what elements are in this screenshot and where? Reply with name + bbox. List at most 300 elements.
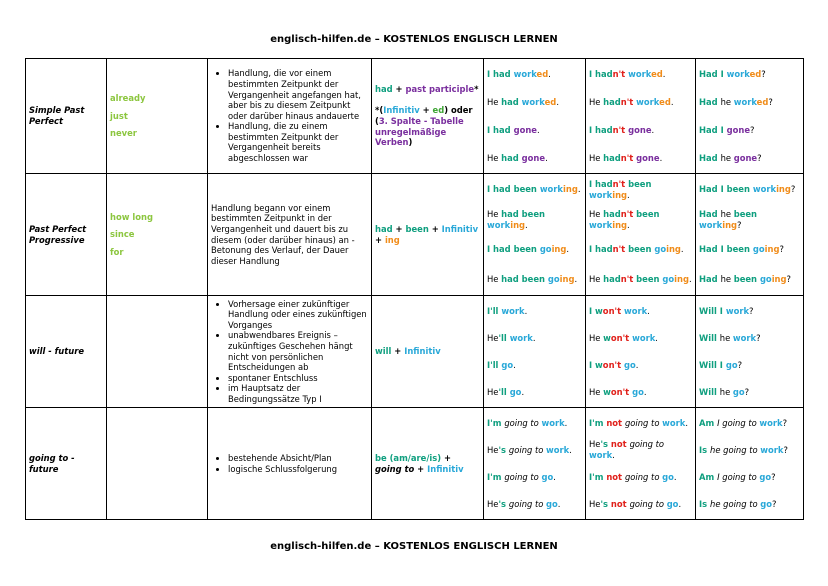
usage-item: • unabwendbares Ereignis – zukünftiges Geschehen hängt nicht von persönlichen Entscheidungen ab [228,330,368,372]
example-slot [487,235,582,265]
text-segment: . [643,386,647,397]
usage-item: • logische Schlussfolgerung [228,464,368,475]
example-slot [699,464,800,491]
text-segment: I [487,471,491,482]
formation-rule [372,296,484,408]
text-segment: I [487,124,494,135]
text-segment: going to [624,471,663,482]
example-slot [487,175,582,205]
text-segment: He [589,96,604,107]
text-segment: had [375,223,393,234]
text-segment: . [670,96,674,107]
usage-item: • spontaner Entschluss [228,373,368,384]
text-segment: had [595,124,613,135]
text-segment: been [633,274,663,285]
text-segment: . [525,219,528,230]
example-slot [487,352,582,379]
affirmative-examples [484,408,586,520]
text-segment: been [405,223,429,234]
text-segment: I [589,417,593,428]
text-segment: . [548,68,551,79]
text-segment: going to [723,498,761,509]
text-segment: Will [699,359,720,370]
signal-word: already [110,93,146,104]
example-sentence [487,209,582,230]
text-segment: w [603,332,611,343]
text-segment: ing [674,274,689,285]
text-segment: He [589,152,604,163]
example-slot [699,410,800,437]
tense-row-simple-past-perfect [26,59,804,174]
text-segment: Infinitiv [404,346,441,357]
example-slot [699,205,800,235]
usage-description [208,296,372,408]
example-sentence [699,418,787,429]
text-segment: not [606,417,625,428]
negative-examples [586,59,696,174]
question-examples [696,59,804,174]
text-segment: . [569,444,572,455]
text-segment: + [428,223,442,234]
text-segment: I [487,417,491,428]
signal-word: since [110,229,135,240]
text-segment: go [752,244,765,255]
text-segment: ? [779,244,784,255]
example-sentence [699,209,800,230]
text-segment: past participle [405,84,475,95]
formation-line [375,95,480,106]
text-segment: go [539,244,552,255]
usage-item: • bestehende Absicht/Plan [228,453,368,464]
text-segment: I [720,244,727,255]
text-segment: work [509,332,533,343]
text-segment: n't [608,359,622,370]
example-sentence [589,387,647,398]
text-segment: I [589,244,596,255]
text-segment: going to [722,417,760,428]
text-segment: ing [666,244,681,255]
text-segment: Am [699,417,718,428]
example-sentence [487,274,577,285]
text-segment: not [610,439,630,450]
text-segment: . [651,124,655,135]
text-segment: w [603,386,611,397]
text-segment: work [541,417,565,428]
text-segment: work [725,305,750,316]
example-sentence [487,184,581,195]
text-segment: 'm [592,417,607,428]
text-segment: n't [620,274,634,285]
text-segment: . [566,244,570,255]
example-sentence [589,244,684,255]
negative-examples [586,174,696,296]
text-segment: work [760,444,784,455]
text-segment: + [441,452,451,463]
text-segment: had [493,68,514,79]
example-slot [699,491,800,518]
text-segment: 'm [592,471,607,482]
text-segment: . [647,305,650,316]
text-segment: ed [536,68,549,79]
example-slot [589,410,692,437]
text-segment: He [589,332,604,343]
example-sentence [487,97,559,108]
example-sentence [589,306,650,317]
example-sentence [699,360,742,371]
text-segment: . [627,219,630,230]
text-segment: I [720,124,727,135]
example-sentence [487,445,572,456]
text-segment: ? [786,274,791,285]
text-segment: going to [504,471,542,482]
text-segment: o [610,332,617,343]
text-segment: ? [737,359,743,370]
example-sentence [589,274,692,285]
text-segment: . [536,124,540,135]
signal-word: for [110,246,124,257]
text-segment: work [589,450,613,460]
text-segment: work [501,305,525,316]
text-segment: + [392,84,406,95]
text-segment: o [602,305,609,316]
text-segment: work [759,417,783,428]
text-segment: o [610,386,617,397]
text-segment: he [719,386,733,397]
text-segment: ing [384,234,400,245]
example-sentence [699,97,773,108]
formation-line [375,346,480,357]
example-slot [699,298,800,325]
page-header-title: englisch-hilfen.de – KOSTENLOS ENGLISCH LERNEN [270,34,558,45]
text-segment: . [680,244,684,255]
example-sentence [589,153,662,164]
text-segment: . [545,152,548,163]
text-segment: ) [408,137,413,148]
text-segment: had [501,96,522,107]
example-sentence [699,499,776,510]
page-footer-title: englisch-hilfen.de – KOSTENLOS ENGLISCH LERNEN [270,541,558,552]
example-sentence [487,306,527,317]
example-slot [487,410,582,437]
example-slot [699,235,800,265]
affirmative-examples [484,174,586,296]
text-segment: . [659,152,663,163]
text-segment: work [589,189,613,200]
text-segment: going to [375,463,415,474]
example-slot [487,298,582,325]
text-segment: work [633,96,660,107]
text-segment: go [666,498,679,509]
example-slot [589,60,692,88]
text-segment: work [629,332,656,343]
text-segment: . [532,332,536,343]
text-segment: ed [432,105,445,116]
text-segment: . [662,68,666,79]
example-slot [589,116,692,144]
text-segment: 'll [490,359,502,370]
usage-item: • Vorhersage einer zukünftiger Handlung oder eines zukünftigen Vorganges [228,299,368,331]
text-segment: gone [625,124,652,135]
example-slot [487,325,582,352]
text-segment: been [726,184,753,195]
text-segment: going to [723,444,761,455]
text-segment: gone [726,124,751,135]
text-segment: He [487,96,502,107]
text-segment: go [501,359,514,370]
formation-line [375,224,480,245]
tense-name: Simple Past Perfect [26,59,107,174]
text-segment: He [589,274,604,285]
text-segment: He [589,208,604,219]
usage-item: • im Hauptsatz der Bedingungssätze Typ I [228,383,368,404]
text-segment: . [524,305,528,316]
text-segment: He [487,152,502,163]
text-segment: . [557,498,561,509]
text-segment: n't [616,386,630,397]
text-segment: ing [612,189,628,200]
text-segment: Infinitiv [427,463,464,474]
example-slot [699,144,800,172]
text-segment: been [733,274,760,285]
example-slot [589,325,692,352]
text-segment: ? [757,152,762,163]
text-segment: not [606,471,625,482]
affirmative-examples [484,296,586,408]
example-sentence [589,125,654,136]
signal-words [107,59,208,174]
text-segment: Had [699,274,721,285]
text-segment: . [574,274,578,285]
example-slot [487,88,582,116]
question-examples [696,296,804,408]
question-examples [696,174,804,296]
text-segment: going to [722,471,760,482]
text-segment: he [720,274,734,285]
signal-words [107,408,208,520]
text-segment: Will [699,305,720,316]
example-slot [699,265,800,295]
example-sentence [589,439,692,460]
example-slot [487,437,582,464]
text-segment: . [577,184,581,195]
text-segment: had been [501,208,545,219]
example-sentence [699,125,754,136]
text-segment: . [627,189,630,200]
text-segment: work [726,68,750,79]
text-segment: + [419,105,433,116]
text-segment: go [547,274,560,285]
example-sentence [487,333,536,344]
example-slot [589,144,692,172]
example-sentence [589,97,674,108]
text-segment: work [621,305,648,316]
text-segment: ) oder ( [375,105,473,126]
example-slot [589,379,692,406]
text-segment: I [719,359,726,370]
text-segment: He [487,332,499,343]
text-segment: I [720,68,727,79]
text-segment: w [595,359,603,370]
text-segment: work [752,184,777,195]
text-segment: . [513,359,516,370]
example-sentence [487,153,548,164]
signal-words [107,174,208,296]
text-segment: go [546,498,558,509]
text-segment: Is [699,498,711,509]
text-segment: go [662,471,674,482]
text-segment: had [493,124,514,135]
text-segment: ing [771,274,787,285]
text-segment: going to [504,417,542,428]
usage-item: • Handlung, die vor einem bestimmten Zeitpunkt der Vergangenheit angefangen hat, aber bis zu diesem Zeitpunkt oder darüber hinaus andauerte [228,68,368,121]
text-segment: o [602,359,609,370]
example-slot [487,116,582,144]
text-segment: ? [768,96,773,107]
signal-words [107,296,208,408]
text-segment: He [487,444,499,455]
text-segment: going to [629,439,665,450]
text-segment: work [546,444,570,455]
example-sentence [589,69,665,80]
text-segment: go [621,359,636,370]
example-sentence [487,418,567,429]
text-segment: go [760,498,773,509]
text-segment: Infinitiv [383,105,420,116]
text-segment: had [603,152,621,163]
text-segment: I [589,68,596,79]
text-segment: 'm [490,471,505,482]
text-segment: go [509,386,522,397]
example-sentence [487,244,569,255]
text-segment: ing [722,219,738,230]
formation-rule [372,174,484,296]
text-segment: Am [699,471,718,482]
text-segment: Had [699,124,721,135]
text-segment: ed [659,96,671,107]
text-segment: I [487,68,494,79]
example-sentence [699,244,784,255]
text-segment: been [625,178,652,189]
negative-examples [586,296,696,408]
text-segment: work [662,417,686,428]
example-sentence [699,387,749,398]
example-slot [487,265,582,295]
text-segment: he [710,444,724,455]
text-segment: . [685,417,688,428]
text-segment: 'll [490,305,502,316]
text-segment: n't [620,96,634,107]
example-sentence [589,209,692,230]
text-segment: go [759,471,772,482]
tense-row-going-to-future [26,408,804,520]
text-segment: . [556,96,559,107]
text-segment: I [589,178,596,189]
example-slot [699,116,800,144]
text-segment: Infinitiv [441,223,479,234]
example-sentence [699,472,776,483]
text-segment: n't [612,244,626,255]
text-segment: 'll [498,332,510,343]
example-sentence [589,418,688,429]
text-segment: + [375,234,385,245]
example-slot [589,464,692,491]
example-sentence [699,69,766,80]
text-segment: he [719,332,733,343]
text-segment: be (am/are/is) [375,452,442,463]
example-sentence [699,333,761,344]
tense-row-will-future [26,296,804,408]
text-segment: . [553,471,556,482]
text-segment: He [487,208,502,219]
example-slot [589,175,692,205]
text-segment: had been [493,184,540,195]
tense-name: Past Perfect Progressive [26,174,107,296]
tense-name: going to - future [26,408,107,520]
text-segment: n't [612,124,626,135]
text-segment: I [717,417,723,428]
text-segment: Had [699,208,721,219]
text-segment: not [610,498,630,509]
example-slot [699,175,800,205]
text-segment: had been [493,244,540,255]
text-segment: . [673,471,677,482]
signal-word: never [110,128,137,139]
text-segment: ing [563,184,578,195]
text-segment: had [595,244,613,255]
text-segment: Had [699,184,721,195]
text-segment: had [603,208,621,219]
text-segment: ing [764,244,780,255]
text-segment: . [635,359,639,370]
example-slot [589,265,692,295]
example-slot [589,205,692,235]
text-segment: ing [776,184,791,195]
example-slot [699,88,800,116]
text-segment: . [689,274,692,285]
text-segment: been [733,208,758,219]
text-segment: Is [699,444,711,455]
text-segment: He [589,386,604,397]
text-segment: I [717,471,723,482]
usage-list [211,453,368,474]
example-sentence [487,125,540,136]
text-segment: ? [782,417,788,428]
usage-description [208,408,372,520]
text-segment: gone [521,152,546,163]
example-sentence [487,69,551,80]
text-segment: ing [559,274,575,285]
text-segment: I [589,359,596,370]
usage-item: • Handlung, die zu einem bestimmten Zeitpunkt der Vergangenheit bereits abgeschlossen war [228,121,368,163]
text-segment: I [589,124,596,135]
text-segment: work [487,219,511,230]
text-segment: 'm [490,417,505,428]
example-slot [589,491,692,518]
text-segment: n't [608,305,622,316]
text-segment: * [474,84,479,95]
example-sentence [589,179,692,200]
text-segment: he [720,208,734,219]
text-segment: go [654,244,667,255]
example-sentence [699,445,788,456]
text-segment: ed [756,96,769,107]
text-segment: going to [508,498,547,509]
text-segment: work [733,96,757,107]
text-segment: go [759,274,772,285]
text-segment: *( [375,105,384,116]
text-segment: had [375,84,393,95]
text-segment: w [595,305,603,316]
